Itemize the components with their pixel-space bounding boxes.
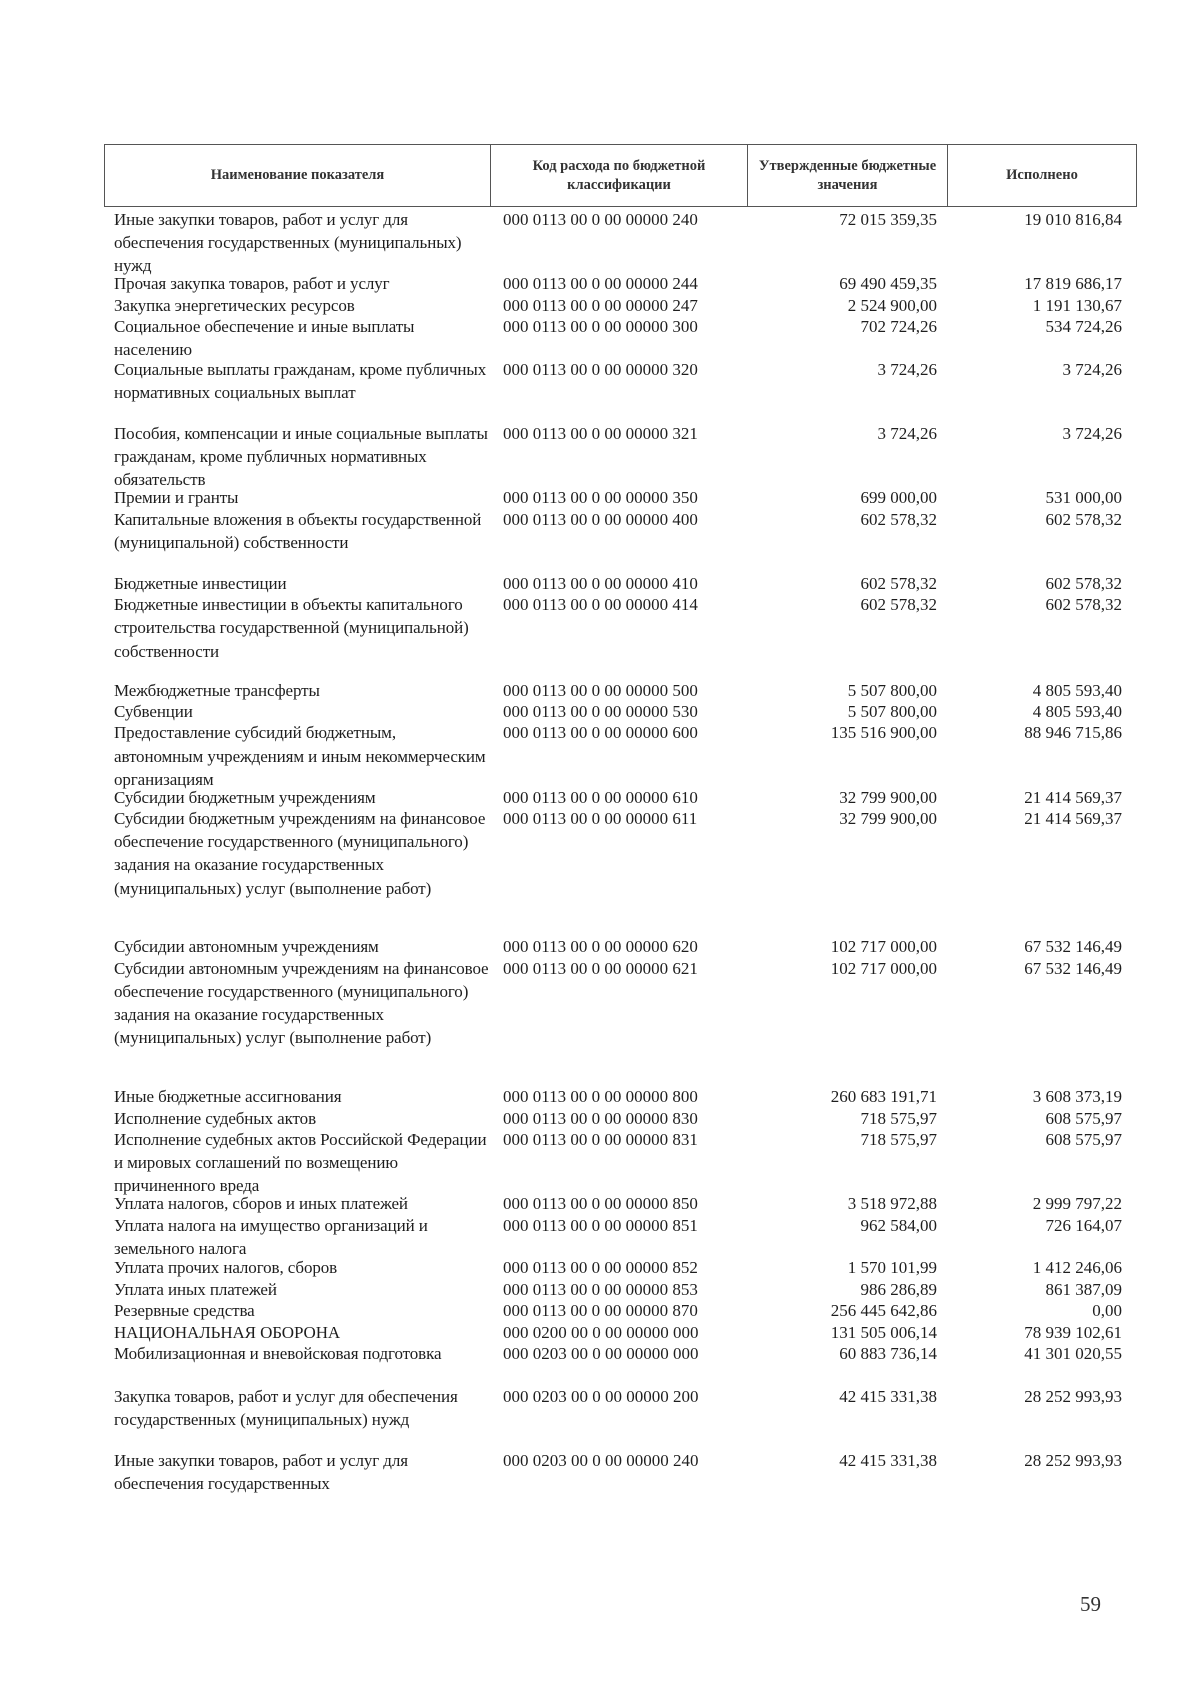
row-name: Прочая закупка товаров, работ и услуг <box>114 274 390 294</box>
table-row <box>0 486 1200 507</box>
row-approved: 102 717 000,00 <box>830 958 937 978</box>
table-row <box>0 358 1200 422</box>
row-approved: 42 415 331,38 <box>839 1450 937 1470</box>
row-approved: 131 505 006,14 <box>830 1322 937 1342</box>
row-done: 2 999 797,22 <box>1032 1194 1122 1214</box>
row-done: 28 252 993,93 <box>1024 1450 1122 1470</box>
table-row <box>0 1321 1200 1342</box>
header-done: Исполнено <box>1006 167 1078 183</box>
row-approved: 718 575,97 <box>860 1108 937 1128</box>
row-approved: 602 578,32 <box>860 509 937 529</box>
row-approved: 699 000,00 <box>860 488 937 508</box>
row-done: 534 724,26 <box>1045 316 1122 336</box>
row-name: Субсидии автономным учреждениям <box>114 937 379 957</box>
row-approved: 256 445 642,86 <box>830 1301 937 1321</box>
row-approved: 986 286,89 <box>860 1279 937 1299</box>
row-done: 602 578,32 <box>1045 573 1122 593</box>
row-code: 000 0113 00 0 00 00000 620 <box>503 937 698 957</box>
table-row <box>0 1128 1200 1196</box>
row-name: Уплата иных платежей <box>114 1279 277 1299</box>
row-code: 000 0113 00 0 00 00000 350 <box>503 488 698 508</box>
row-name: Бюджетные инвестиции <box>114 573 287 593</box>
row-done: 726 164,07 <box>1045 1215 1122 1235</box>
row-approved: 60 883 736,14 <box>839 1343 937 1363</box>
row-done: 3 608 373,19 <box>1032 1087 1122 1107</box>
table-row <box>0 572 1200 593</box>
row-approved: 718 575,97 <box>860 1130 937 1150</box>
table-row <box>0 1085 1200 1106</box>
row-approved: 102 717 000,00 <box>830 937 937 957</box>
row-done: 608 575,97 <box>1045 1130 1122 1150</box>
row-code: 000 0113 00 0 00 00000 831 <box>503 1130 698 1150</box>
row-approved: 69 490 459,35 <box>839 274 937 294</box>
row-done: 608 575,97 <box>1045 1108 1122 1128</box>
row-done: 1 191 130,67 <box>1032 295 1122 315</box>
table-row <box>0 422 1200 490</box>
row-done: 88 946 715,86 <box>1024 723 1122 743</box>
row-code: 000 0113 00 0 00 00000 600 <box>503 723 698 743</box>
row-approved: 3 724,26 <box>877 423 937 443</box>
table-row <box>0 208 1200 276</box>
row-code: 000 0113 00 0 00 00000 853 <box>503 1279 698 1299</box>
row-approved: 5 507 800,00 <box>847 702 937 722</box>
row-code: 000 0113 00 0 00 00000 850 <box>503 1194 698 1214</box>
row-approved: 42 415 331,38 <box>839 1386 937 1406</box>
row-done: 19 010 816,84 <box>1024 210 1122 229</box>
row-name: Закупка товаров, работ и услуг для обеспечения государственных (муниципальных) нужд <box>114 1386 458 1429</box>
row-done: 67 532 146,49 <box>1024 958 1122 978</box>
row-code: 000 0113 00 0 00 00000 247 <box>503 295 698 315</box>
row-code: 000 0113 00 0 00 00000 300 <box>503 316 698 336</box>
table-row <box>0 1192 1200 1213</box>
table-row <box>0 935 1200 956</box>
row-name: Уплата налога на имущество организаций и земельного налога <box>114 1215 428 1258</box>
row-approved: 3 518 972,88 <box>847 1194 937 1214</box>
row-code: 000 0113 00 0 00 00000 870 <box>503 1301 698 1321</box>
row-code: 000 0113 00 0 00 00000 611 <box>503 809 698 829</box>
row-code: 000 0113 00 0 00 00000 500 <box>503 680 698 700</box>
table-row <box>0 700 1200 721</box>
row-name: Социальные выплаты гражданам, кроме публичных нормативных социальных выплат <box>114 359 487 402</box>
row-approved: 32 799 900,00 <box>839 809 937 829</box>
row-code: 000 0113 00 0 00 00000 410 <box>503 573 698 593</box>
row-approved: 2 524 900,00 <box>847 295 937 315</box>
table-row <box>0 957 1200 1085</box>
row-name: Исполнение судебных актов <box>114 1108 316 1128</box>
row-approved: 962 584,00 <box>860 1215 937 1235</box>
row-code: 000 0113 00 0 00 00000 244 <box>503 274 698 294</box>
row-name: Закупка энергетических ресурсов <box>114 295 355 315</box>
table-row <box>0 272 1200 293</box>
table-row <box>0 1299 1200 1320</box>
row-code: 000 0113 00 0 00 00000 320 <box>503 359 698 379</box>
row-done: 4 805 593,40 <box>1032 680 1122 700</box>
row-name: Иные бюджетные ассигнования <box>114 1087 342 1107</box>
table-row <box>0 593 1200 679</box>
table-row <box>0 786 1200 807</box>
row-done: 28 252 993,93 <box>1024 1386 1122 1406</box>
table-row <box>0 294 1200 315</box>
row-done: 3 724,26 <box>1062 423 1122 443</box>
row-code: 000 0113 00 0 00 00000 400 <box>503 509 698 529</box>
row-done: 1 412 246,06 <box>1032 1258 1122 1278</box>
table-row <box>0 1214 1200 1257</box>
row-done: 41 301 020,55 <box>1024 1343 1122 1363</box>
row-code: 000 0113 00 0 00 00000 830 <box>503 1108 698 1128</box>
row-name: Субсидии бюджетным учреждениям <box>114 787 376 807</box>
row-name: Мобилизационная и вневойсковая подготовка <box>114 1343 442 1363</box>
table-row <box>0 721 1200 789</box>
table-row <box>0 1385 1200 1449</box>
table-row <box>0 508 1200 572</box>
row-name: Межбюджетные трансферты <box>114 680 320 700</box>
row-done: 67 532 146,49 <box>1024 937 1122 957</box>
row-done: 17 819 686,17 <box>1024 274 1122 294</box>
row-name: Капитальные вложения в объекты государственной (муниципальной) собственности <box>114 509 482 552</box>
row-name: Иные закупки товаров, работ и услуг для обеспечения государственных (муниципальных) нужд <box>114 210 462 276</box>
row-done: 21 414 569,37 <box>1024 787 1122 807</box>
row-approved: 702 724,26 <box>860 316 937 336</box>
row-name: Субсидии автономным учреждениям на финансовое обеспечение государственного (муниципального) задания на оказание государственных (муниципальных) услуг (выполнение работ) <box>114 958 489 1048</box>
header-name: Наименование показателя <box>105 145 491 206</box>
table-row <box>0 1342 1200 1385</box>
row-code: 000 0113 00 0 00 00000 321 <box>503 423 698 443</box>
row-done: 3 724,26 <box>1062 359 1122 379</box>
row-code: 000 0113 00 0 00 00000 610 <box>503 787 698 807</box>
row-code: 000 0203 00 0 00 00000 240 <box>503 1450 699 1470</box>
row-name: Уплата прочих налогов, сборов <box>114 1258 338 1278</box>
row-approved: 602 578,32 <box>860 595 937 615</box>
row-name: Уплата налогов, сборов и иных платежей <box>114 1194 408 1214</box>
row-done: 4 805 593,40 <box>1032 702 1122 722</box>
table-row <box>0 315 1200 358</box>
row-name: Исполнение судебных актов Российской Федерации и мировых соглашений по возмещению причиненного вреда <box>114 1130 487 1196</box>
table-row <box>0 1278 1200 1299</box>
header-code: Код расхода по бюджетной классификации <box>491 145 748 206</box>
row-name: Социальное обеспечение и иные выплаты населению <box>114 316 415 360</box>
row-approved: 135 516 900,00 <box>830 723 937 743</box>
row-done: 602 578,32 <box>1045 595 1122 615</box>
row-done: 861 387,09 <box>1045 1279 1122 1299</box>
row-name: Премии и гранты <box>114 488 239 508</box>
page-number: 59 <box>1080 1592 1101 1616</box>
row-approved: 5 507 800,00 <box>847 680 937 700</box>
row-approved: 602 578,32 <box>860 573 937 593</box>
table-row <box>0 1256 1200 1277</box>
row-name: Пособия, компенсации и иные социальные выплаты гражданам, кроме публичных нормативных обязательств <box>114 423 488 490</box>
row-code: 000 0113 00 0 00 00000 240 <box>503 210 698 229</box>
row-name: Иные закупки товаров, работ и услуг для обеспечения государственных <box>114 1450 408 1494</box>
header-approved: Утвержденные бюджетные значения <box>748 145 948 206</box>
table-body <box>0 208 1200 1492</box>
row-code: 000 0200 00 0 00 00000 000 <box>503 1322 699 1342</box>
row-code: 000 0113 00 0 00 00000 800 <box>503 1087 698 1107</box>
row-approved: 3 724,26 <box>877 359 937 379</box>
row-done: 602 578,32 <box>1045 509 1122 529</box>
row-done: 78 939 102,61 <box>1024 1322 1122 1342</box>
row-name: НАЦИОНАЛЬНАЯ ОБОРОНА <box>114 1322 341 1342</box>
row-code: 000 0203 00 0 00 00000 000 <box>503 1343 699 1363</box>
row-name: Бюджетные инвестиции в объекты капитального строительства государственной (муниципальной) собственности <box>114 595 469 661</box>
row-done: 531 000,00 <box>1045 488 1122 508</box>
row-name: Субвенции <box>114 702 193 722</box>
row-code: 000 0203 00 0 00 00000 200 <box>503 1386 699 1406</box>
row-approved: 32 799 900,00 <box>839 787 937 807</box>
row-code: 000 0113 00 0 00 00000 852 <box>503 1258 698 1278</box>
row-name: Субсидии бюджетным учреждениям на финансовое обеспечение государственного (муниципального) задания на оказание государственных (муниципальных) услуг (выполнение работ) <box>114 809 486 898</box>
row-code: 000 0113 00 0 00 00000 621 <box>503 958 698 978</box>
row-done: 21 414 569,37 <box>1024 809 1122 829</box>
row-code: 000 0113 00 0 00 00000 414 <box>503 595 698 615</box>
table-row <box>0 1107 1200 1128</box>
row-code: 000 0113 00 0 00 00000 851 <box>503 1215 698 1235</box>
row-done: 0,00 <box>1092 1301 1122 1321</box>
row-approved: 1 570 101,99 <box>847 1258 937 1278</box>
row-name: Резервные средства <box>114 1301 255 1321</box>
row-code: 000 0113 00 0 00 00000 530 <box>503 702 698 722</box>
table-header <box>104 144 1137 207</box>
table-row <box>0 679 1200 700</box>
row-name: Предоставление субсидий бюджетным, автономным учреждениям и иным некоммерческим организациям <box>114 723 486 789</box>
row-approved: 72 015 359,35 <box>839 210 937 229</box>
table-row <box>0 807 1200 935</box>
row-approved: 260 683 191,71 <box>830 1087 937 1107</box>
table-row <box>0 1449 1200 1492</box>
